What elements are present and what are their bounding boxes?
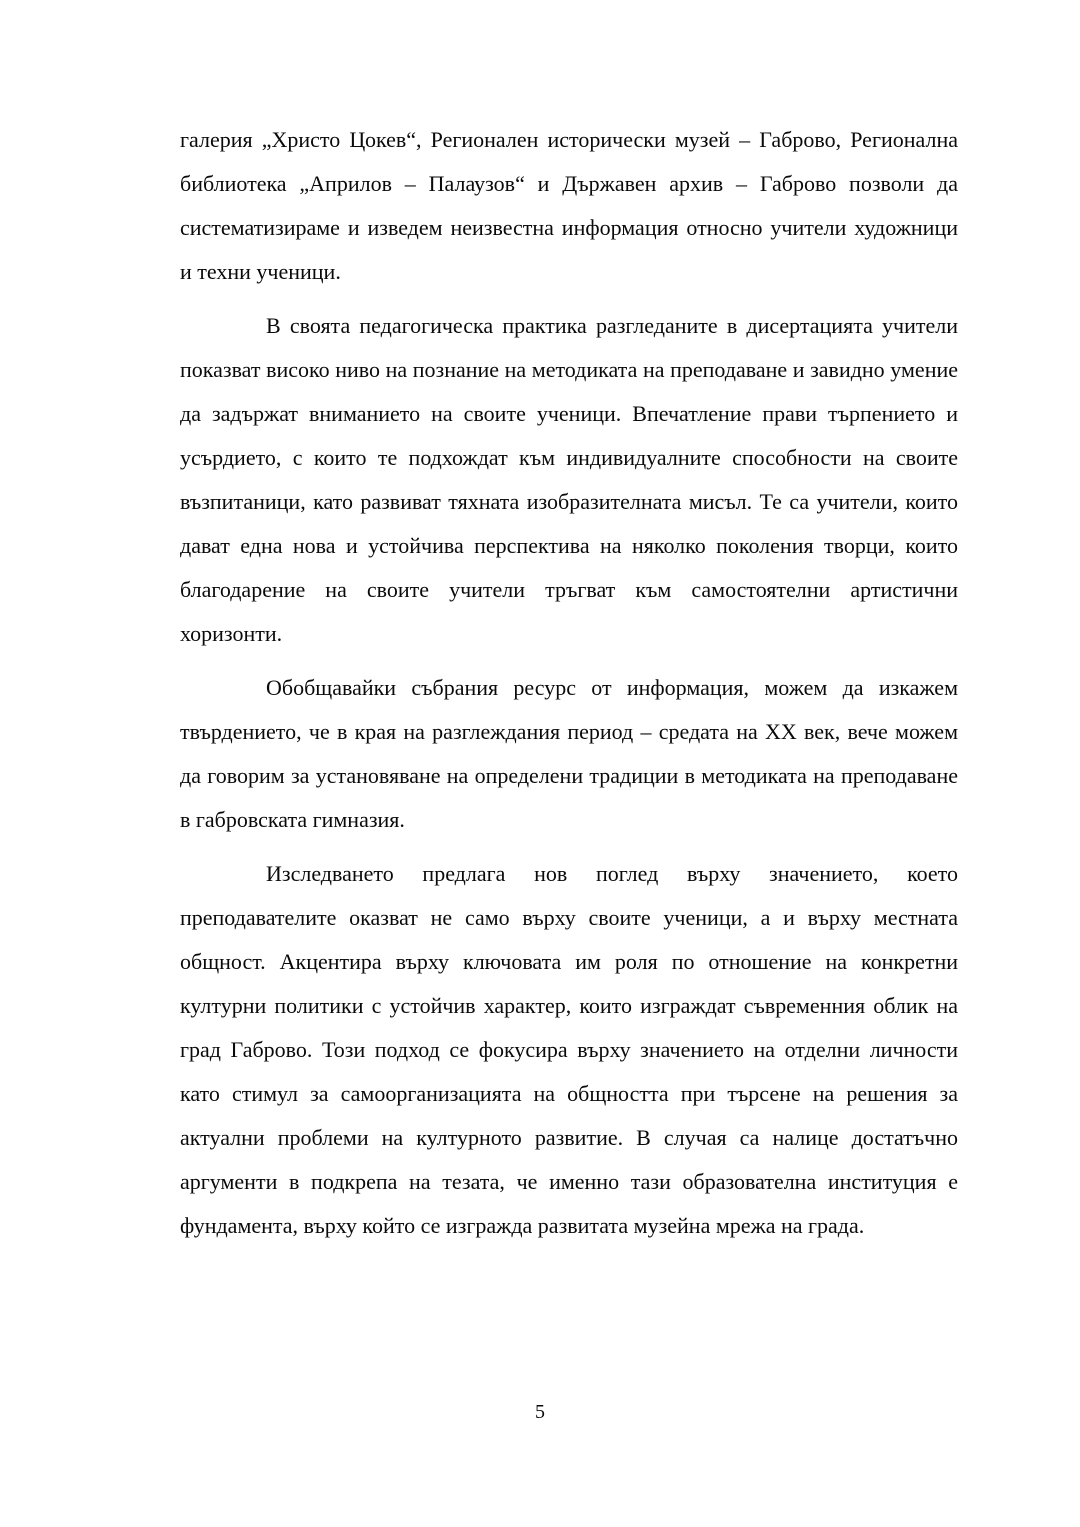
text-block bbox=[180, 118, 958, 1258]
paragraph: Обобщавайки събрания ресурс от информация, можем да изкажем твърдението, че в края на разглеждания период – средата на XX век, вече можем да говорим за установяване на определени традиции в методиката на преподаване в габровската гимназия. bbox=[180, 675, 958, 832]
paragraph: В своята педагогическа практика разгледаните в дисертацията учители показват високо ниво на познание на методиката на преподаване и завидно умение да задържат вниманието на своите ученици. Впечатление прави търпението и усърдието, с които те подхождат към индивидуалните способности на своите възпитаници, като развиват тяхната изобразителната мисъл. Те са учители, които дават една нова и устойчива перспектива на няколко поколения творци, които благодарение на своите учители тръгват към самостоятелни артистични хоризонти. bbox=[180, 313, 958, 646]
page-number: 5 bbox=[535, 1401, 545, 1423]
paragraph: галерия „Христо Цокев“, Регионален исторически музей – Габрово, Регионална библиотека „Априлов – Палаузов“ и Държавен архив – Габрово позволи да систематизираме и изведем неизвестна информация относно учители художници и техни ученици. bbox=[180, 127, 958, 284]
paragraph: Изследването предлага нов поглед върху значението, което преподавателите оказват не само върху своите ученици, а и върху местната общност. Акцентира върху ключовата им роля по отношение на конкретни културни политики с устойчив характер, които изграждат съвременния облик на град Габрово. Този подход се фокусира върху значението на отделни личности като стимул за самоорганизацията на общността при търсене на решения за актуални проблеми на културното развитие. В случая са налице достатъчно аргументи в подкрепа на тезата, че именно тази образователна институция е фундамента, върху който се изгражда развитата музейна мрежа на града. bbox=[180, 861, 958, 1238]
